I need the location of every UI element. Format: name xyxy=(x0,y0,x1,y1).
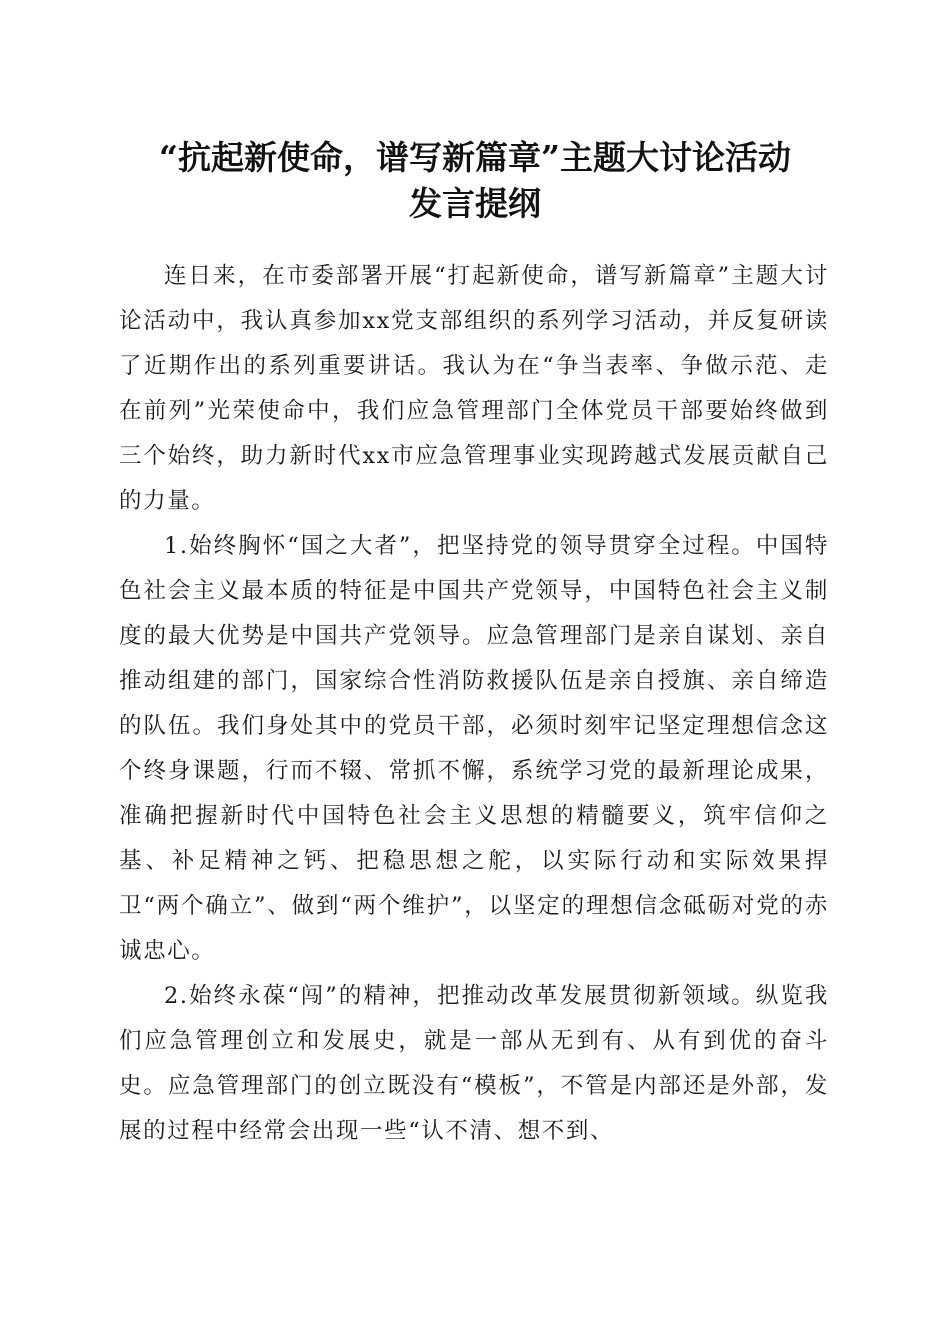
paragraph-intro: 连日来，在市委部署开展“打起新使命，谱写新篇章”主题大讨论活动中，我认真参加xx党支部组织的系列学习活动，并反复研读了近期作出的系列重要讲话。我认为在“争当表率、争做示范、走在前列”光荣使命中，我们应急管理部门全体党员干部要始终做到三个始终，助力新时代xx市应急管理事业实现跨越式发展贡献自己的力量。 xyxy=(119,263,829,514)
paragraph-point-2: 2.始终永葆“闯”的精神，把推动改革发展贯彻新领域。纵览我们应急管理创立和发展史，就是一部从无到有、从有到优的奋斗史。应急管理部门的创立既没有“模板”，不管是内部还是外部，发展的过程中经常会出现一些“认不清、想不到、 xyxy=(119,983,829,1144)
title-line-1: “抗起新使命，谱写新篇章”主题大讨论活动 xyxy=(159,138,791,177)
document-body xyxy=(119,254,829,1154)
document-title xyxy=(110,135,840,227)
paragraph-point-1: 1.始终胸怀“国之大者”，把坚持党的领导贯穿全过程。中国特色社会主义最本质的特征是中国共产党领导，中国特色社会主义制度的最大优势是中国共产党领导。应急管理部门是亲自谋划、亲自推动组建的部门，国家综合性消防救援队伍是亲自授旗、亲自缔造的队伍。我们身处其中的党员干部，必须时刻牢记坚定理想信念这个终身课题，行而不辍、常抓不懈，系统学习党的最新理论成果，准确把握新时代中国特色社会主义思想的精髓要义，筑牢信仰之基、补足精神之钙、把稳思想之舵，以实际行动和实际效果捍卫“两个确立”、做到“两个维护”，以坚定的理想信念砥砺对党的赤诚忠心。 xyxy=(119,533,829,964)
title-line-2: 发言提纲 xyxy=(409,184,541,223)
